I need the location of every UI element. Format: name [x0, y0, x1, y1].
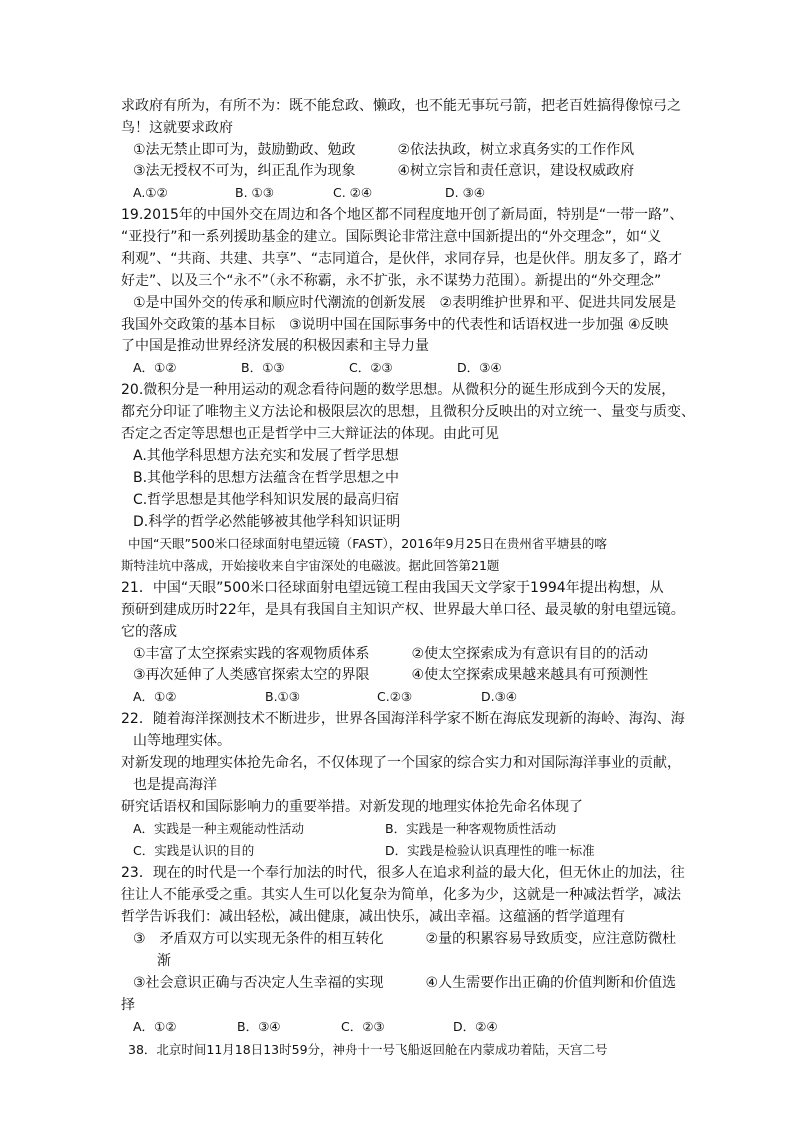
choice-a: A.①②	[133, 185, 168, 200]
choice-d: D. ③④	[445, 185, 485, 200]
question-23: 23．现在的时代是一个奉行加法的时代，很多人在追求利益的最大化，但无休止的加法，往	[121, 865, 685, 881]
material-text: 中国“天眼”500米口径球面射电望远镜（FAST），2016年9月25日在贵州省平塘县的喀	[128, 536, 607, 551]
text-line: 它的落成	[121, 624, 177, 640]
option-line: ③社会意识正确与否决定人生幸福的实现 ④人生需要作出正确的价值判断和价值选	[133, 975, 677, 991]
text-line: 渐	[157, 953, 171, 969]
option-b: B．实践是一种客观物质性活动	[385, 821, 557, 836]
text-line: 预研到建成历时22年，是具有我国自主知识产权、世界最大单口径、最灵敏的射电望远镜。	[121, 602, 685, 618]
text-line: 求政府有所为，有所不为：既不能怠政、懒政，也不能无事玩弓箭，把老百姓搞得像惊弓之	[121, 98, 681, 114]
text-line: 都充分印证了唯物主义方法论和极限层次的思想，且微积分反映出的对立统一、量变与质变、	[121, 404, 695, 420]
choice-c: C．②③	[341, 1019, 385, 1034]
text-line: 好走”、以及三个“永不”（永不称霸，永不扩张，永不谋势力范围）。新提出的“外交理念”	[121, 273, 662, 289]
choice-a: A．①②	[133, 1019, 177, 1034]
answer-choices	[133, 687, 517, 707]
question-22: 22．随着海洋探测技术不断进步，世界各国海洋科学家不断在海底发现新的海岭、海沟、海	[121, 711, 685, 727]
option-d: D．实践是检验认识真理性的唯一标准	[385, 843, 595, 858]
option-d: D.科学的哲学必然能够被其他学科知识证明	[133, 514, 401, 530]
choice-a: A．①②	[133, 360, 177, 375]
text-line: 也是提高海洋	[133, 777, 217, 793]
question-38: 38．北京时间11月18日13时59分，神舟十一号飞船返回舱在内蒙成功着陆，天宫二号	[128, 1042, 608, 1057]
choice-b: B．①③	[241, 360, 285, 375]
choice-b: B. ①③	[235, 185, 274, 200]
text-line: 择	[121, 997, 135, 1013]
text-line: 我国外交政策的基本目标 ③说明中国在国际事务中的代表性和话语权进一步加强 ④反映	[121, 317, 669, 333]
choice-b: B.①③	[265, 689, 300, 704]
choice-c: C. ②④	[333, 185, 373, 200]
option-line: ①丰富了太空探索实践的客观物质体系 ②使太空探索成为有意识有目的的活动	[133, 646, 649, 662]
question-19: 19.2015年的中国外交在周边和各个地区都不同程度地开创了新局面，特别是“一带一路”、	[121, 207, 684, 223]
text-line: “亚投行”和一系列援助基金的建立。国际舆论非常注意中国新提出的“外交理念”，如“义	[121, 229, 662, 245]
text-line: 否定之否定等思想也正是哲学中三大辩证法的体现。由此可见	[121, 426, 499, 442]
material-text: 斯特洼坑中落成，开始接收来自宇宙深处的电磁波。据此回答第21题	[121, 558, 500, 573]
option-b: B.其他学科的思想方法蕴含在哲学思想之中	[133, 470, 400, 486]
choice-d: D．③④	[457, 360, 502, 375]
text-line: 鸟！这就要求政府	[121, 120, 233, 136]
choice-a: A．①②	[133, 689, 177, 704]
option-c: C.哲学思想是其他学科知识发展的最高归宿	[133, 492, 400, 508]
option-c: C．实践是认识的目的	[133, 843, 255, 858]
answer-choices	[133, 1017, 498, 1037]
text-line: 往让人不能承受之重。其实人生可以化复杂为简单，化多为少，这就是一种减法哲学，减法	[121, 887, 681, 903]
option-line: ③再次延伸了人类感官探索太空的界限 ④使太空探索成果越来越具有可预测性	[133, 667, 649, 683]
choice-c: C.②③	[377, 689, 413, 704]
choice-d: D.③④	[481, 689, 518, 704]
choice-b: B．③④	[237, 1019, 281, 1034]
choice-c: C．②③	[349, 360, 393, 375]
choice-d: D．②④	[453, 1019, 498, 1034]
option-a: A.其他学科思想方法充实和发展了哲学思想	[133, 448, 399, 464]
answer-choices	[133, 358, 502, 378]
text-line: 了中国是推动世界经济发展的积极因素和主导力量	[121, 338, 429, 354]
question-21: 21．中国“天眼”500米口径球面射电望远镜工程由我国天文学家于1994年提出构想，从	[121, 580, 664, 596]
option-line: ③法无授权不可为，纠正乱作为现象 ④树立宗旨和责任意识，建设权威政府	[133, 163, 635, 179]
text-line: 山等地理实体。	[133, 733, 231, 749]
option-line: ①是中国外交的传承和顺应时代潮流的创新发展 ②表明维护世界和平、促进共同发展是	[133, 295, 677, 311]
option-a: A．实践是一种主观能动性活动	[133, 821, 305, 836]
answer-choices	[133, 183, 485, 203]
option-line: ①法无禁止即可为，鼓励勤政、勉政 ②依法执政，树立求真务实的工作作风	[133, 142, 635, 158]
text-line: 哲学告诉我们：减出轻松，减出健康，减出快乐，减出幸福。这蕴涵的哲学道理有	[121, 909, 625, 925]
text-line: 对新发现的地理实体抢先命名，不仅体现了一个国家的综合实力和对国际海洋事业的贡献，	[121, 755, 681, 771]
text-line: 利观”、“共商、共建、共享”、“志同道合，是伙伴，求同存异，也是伙伴。朋友多了，路才	[121, 251, 683, 267]
option-line: ③ 矛盾双方可以实现无条件的相互转化 ②量的积累容易导致质变，应注意防微杜	[133, 931, 677, 947]
text-line: 研究话语权和国际影响力的重要举措。对新发现的地理实体抢先命名体现了	[121, 799, 583, 815]
question-20: 20.微积分是一种用运动的观念看待问题的数学思想。从微积分的诞生形成到今天的发展，	[121, 382, 676, 398]
